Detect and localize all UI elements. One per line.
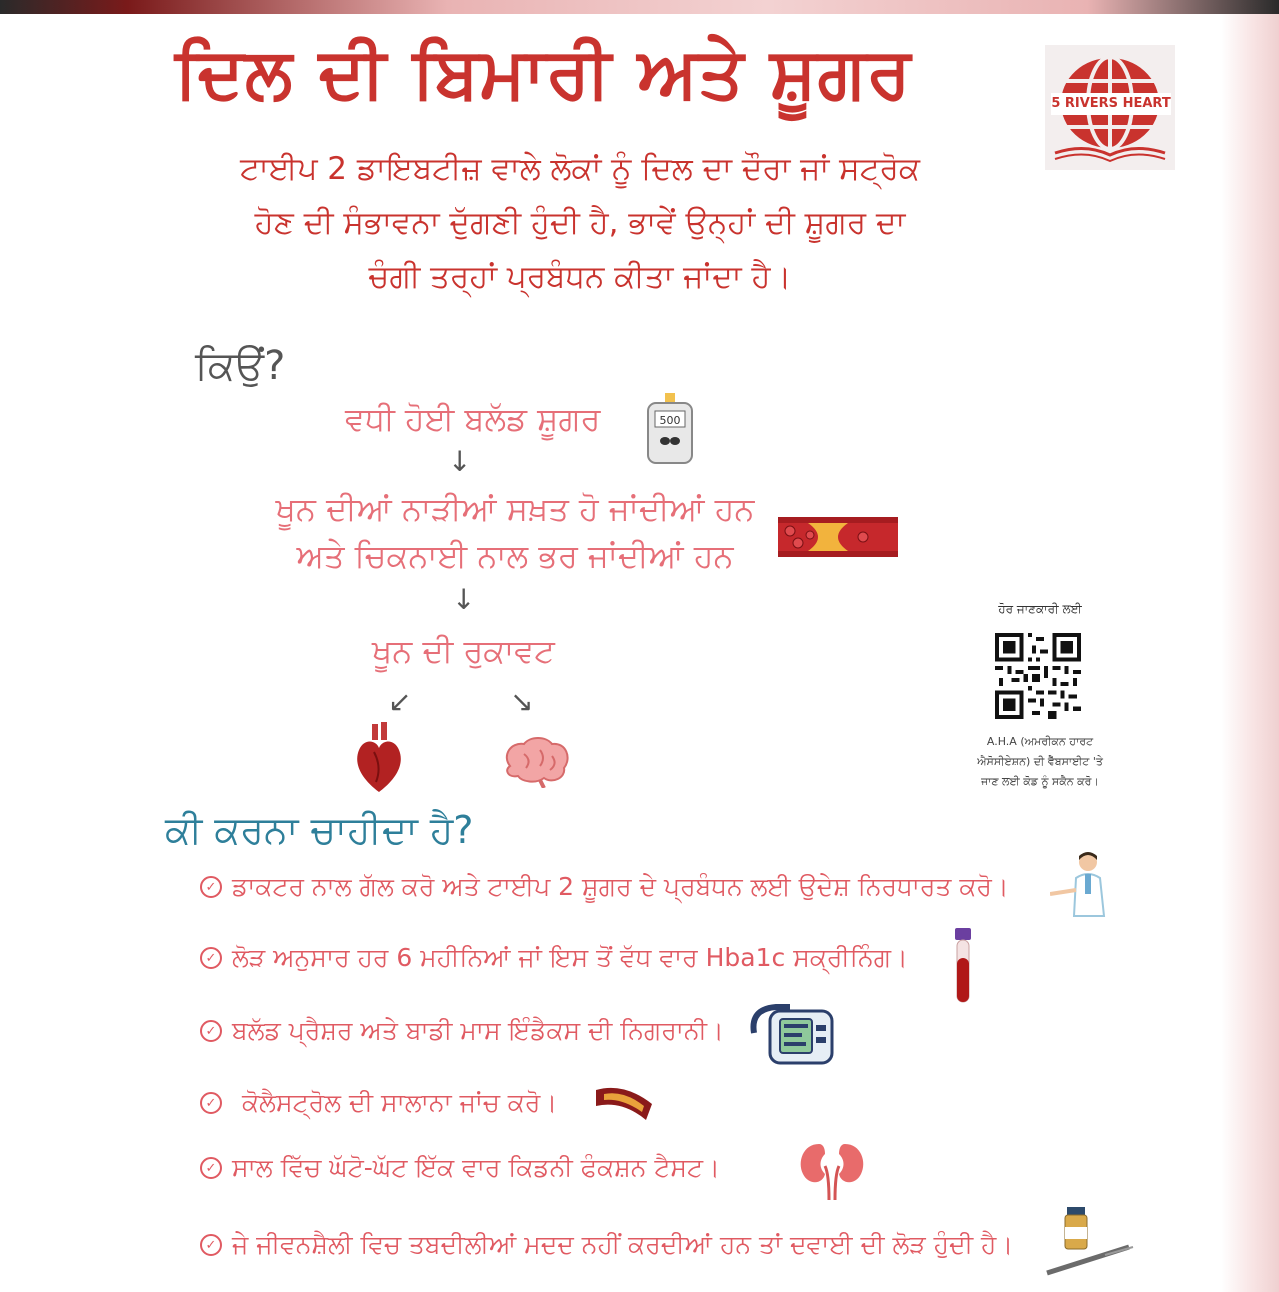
- brain-icon: [500, 736, 572, 792]
- todo-item-text: ਕੋਲੈਸਟ੍ਰੋਲ ਦੀ ਸਾਲਾਨਾ ਜਾਂਚ ਕਰੋ।: [242, 1088, 558, 1117]
- todo-item-text: ਬਲੱਡ ਪ੍ਰੈਸ਼ਰ ਅਤੇ ਬਾਡੀ ਮਾਸ ਇੰਡੈਕਸ ਦੀ ਨਿਗਰਾਨੀ।: [232, 1016, 724, 1045]
- blood-test-tube-icon: [952, 928, 974, 1008]
- meter-reading: 500: [659, 414, 681, 427]
- cholesterol-artery-icon: [594, 1082, 656, 1128]
- arrow-down-right: ↘: [510, 685, 534, 718]
- arrow-down-left: ↙: [388, 685, 412, 718]
- check-circle-icon: ✓: [200, 1234, 222, 1256]
- top-decor-bar: [0, 0, 1279, 14]
- flow-step-blockage: ਖੂਨ ਦੀ ਰੁਕਾਵਟ: [372, 632, 555, 670]
- todo-item: [200, 1083, 557, 1123]
- todo-item-text: ਜੇ ਜੀਵਨਸ਼ੈਲੀ ਵਿਚ ਤਬਦੀਲੀਆਂ ਮਦਦ ਨਹੀਂ ਕਰਦੀਆਂ ਹਨ ਤਾਂ ਦਵਾਈ ਦੀ ਲੋੜ ਹੁੰਦੀ ਹੈ।: [232, 1230, 1014, 1259]
- todo-item-text: ਲੋੜ ਅਨੁਸਾਰ ਹਰ 6 ਮਹੀਨਿਆਂ ਜਾਂ ਇਸ ਤੋਂ ਵੱਧ ਵਾਰ Hba1c ਸਕ੍ਰੀਨਿੰਗ।: [232, 943, 908, 972]
- logo-text: 5 RIVERS HEART: [1051, 93, 1171, 115]
- subtitle: [170, 142, 990, 304]
- check-circle-icon: ✓: [200, 1092, 222, 1114]
- todo-item: [200, 867, 1009, 907]
- heart-icon: [354, 722, 404, 798]
- todo-item: [200, 938, 908, 978]
- check-circle-icon: ✓: [200, 876, 222, 898]
- logo: [1045, 45, 1175, 170]
- subtitle-line: ਟਾਈਪ 2 ਡਾਇਬਟੀਜ਼ ਵਾਲੇ ਲੋਕਾਂ ਨੂੰ ਦਿਲ ਦਾ ਦੌਰਾ ਜਾਂ ਸਟ੍ਰੋਕ: [239, 151, 921, 187]
- todo-item: [200, 1148, 720, 1188]
- check-circle-icon: ✓: [200, 1020, 222, 1042]
- qr-code[interactable]: [995, 633, 1081, 723]
- flow-step-high-sugar: ਵਧੀ ਹੋਈ ਬਲੱਡ ਸ਼ੂਗਰ: [345, 400, 601, 438]
- qr-description-line: ਐਸੋਸੀਏਸ਼ਨ) ਦੀ ਵੈੱਬਸਾਈਟ 'ਤੇ: [977, 755, 1103, 768]
- todo-heading: ਕੀ ਕਰਨਾ ਚਾਹੀਦਾ ਹੈ?: [165, 808, 474, 852]
- medicine-syringe-icon: [1045, 1205, 1135, 1281]
- todo-item: [200, 1011, 724, 1051]
- glucose-meter-icon: [645, 393, 695, 469]
- flow-step-vessels-line: ਖੂਨ ਦੀਆਂ ਨਾੜੀਆਂ ਸਖ਼ਤ ਹੋ ਜਾਂਦੀਆਂ ਹਨ: [275, 490, 755, 528]
- page-title: ਦਿਲ ਦੀ ਬਿਮਾਰੀ ਅਤੇ ਸ਼ੂਗਰ: [175, 32, 912, 114]
- arrow-down: ↓: [452, 583, 476, 616]
- todo-item-text: ਸਾਲ ਵਿੱਚ ਘੱਟੋ-ਘੱਟ ਇੱਕ ਵਾਰ ਕਿਡਨੀ ਫੰਕਸ਼ਨ ਟੈਸਟ।: [232, 1153, 720, 1182]
- kidneys-icon: [797, 1140, 867, 1206]
- check-circle-icon: ✓: [200, 1157, 222, 1179]
- why-heading: ਕਿਉਂ?: [195, 343, 286, 389]
- flow-step-vessels: [255, 490, 775, 576]
- todo-item: [200, 1225, 1013, 1265]
- blocked-artery-icon: [778, 515, 898, 563]
- flow-step-vessels-line: ਅਤੇ ਚਿਕਨਾਈ ਨਾਲ ਭਰ ਜਾਂਦੀਆਂ ਹਨ: [296, 537, 734, 575]
- todo-item-text: ਡਾਕਟਰ ਨਾਲ ਗੱਲ ਕਰੋ ਅਤੇ ਟਾਈਪ 2 ਸ਼ੂਗਰ ਦੇ ਪ੍ਰਬੰਧਨ ਲਈ ਉਦੇਸ਼ ਨਿਰਧਾਰਤ ਕਰੋ।: [232, 872, 1009, 901]
- doctor-icon: [1050, 850, 1112, 922]
- qr-description: [940, 732, 1140, 792]
- qr-description-line: A.H.A (ਅਮਰੀਕਨ ਹਾਰਟ: [986, 735, 1094, 748]
- qr-description-line: ਜਾਣ ਲਈ ਕੋਡ ਨੂੰ ਸਕੈਨ ਕਰੋ।: [981, 775, 1099, 788]
- arrow-down: ↓: [448, 445, 472, 478]
- subtitle-line: ਚੰਗੀ ਤਰ੍ਹਾਂ ਪ੍ਰਬੰਧਨ ਕੀਤਾ ਜਾਂਦਾ ਹੈ।: [368, 259, 792, 295]
- blood-pressure-monitor-icon: [750, 1003, 834, 1071]
- qr-code-icon: [995, 633, 1081, 719]
- check-circle-icon: ✓: [200, 947, 222, 969]
- qr-title: ਹੋਰ ਜਾਣਕਾਰੀ ਲਈ: [998, 602, 1082, 616]
- side-decor-glow: [1221, 14, 1279, 1292]
- subtitle-line: ਹੋਣ ਦੀ ਸੰਭਾਵਨਾ ਦੁੱਗਣੀ ਹੁੰਦੀ ਹੈ, ਭਾਵੇਂ ਉਨ੍ਹਾਂ ਦੀ ਸ਼ੂਗਰ ਦਾ: [254, 205, 906, 241]
